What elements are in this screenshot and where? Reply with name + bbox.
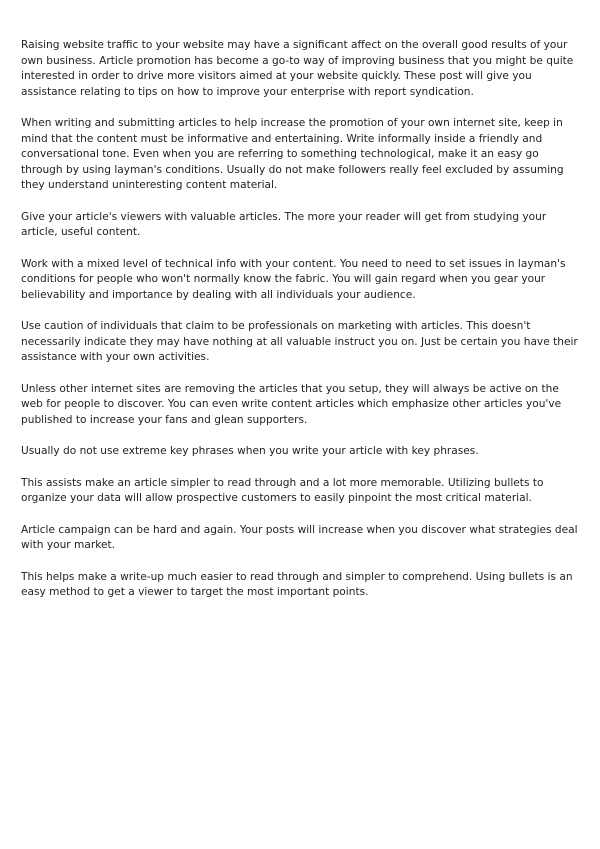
paragraph: This assists make an article simpler to read through and a lot more memorable. Utilizing bullets to organize your data will allow prospective customers to easily pinpoint the most critical material. (21, 476, 544, 504)
paragraph: Give your article's viewers with valuable articles. The more your reader will get from studying your article, useful content. (21, 210, 547, 238)
paragraph: Work with a mixed level of technical info with your content. You need to need to set issues in layman's conditions for people who won't normally know the fabric. You will gain regard when you gear your believability and importance by dealing with all individuals your audience. (21, 257, 566, 301)
paragraph: When writing and submitting articles to help increase the promotion of your own internet site, keep in mind that the content must be informative and entertaining. Write informally inside a friendly and conversational tone. Even when you are referring to something technological, make it an easy go through by using layman's conditions. Usually do not make followers really feel excluded by assuming they understand uninteresting content material. (21, 117, 564, 191)
paragraph: Use caution of individuals that claim to be professionals on marketing with articles. This doesn't necessarily indicate they may have nothing at all valuable instruct you on. Just be certain you have their assistance with your own activities. (21, 320, 578, 363)
paragraph: This helps make a write-up much easier to read through and simpler to comprehend. Using bullets is an easy method to get a viewer to target the most important points. (21, 570, 573, 598)
document-body (21, 38, 582, 617)
paragraph: Article campaign can be hard and again. Your posts will increase when you discover what strategies deal with your market. (21, 523, 578, 551)
paragraph: Usually do not use extreme key phrases when you write your article with key phrases. (21, 445, 479, 457)
paragraph: Unless other internet sites are removing the articles that you setup, they will always be active on the web for people to discover. You can even write content articles which emphasize other articles you've published to increase your fans and glean supporters. (21, 382, 562, 426)
paragraph: Raising website traffic to your website may have a significant affect on the overall good results of your own business. Article promotion has become a go-to way of improving business that you might be quite interested in order to drive more visitors aimed at your website quickly. These post will give you assistance relating to tips on how to improve your enterprise with report syndication. (21, 39, 574, 98)
